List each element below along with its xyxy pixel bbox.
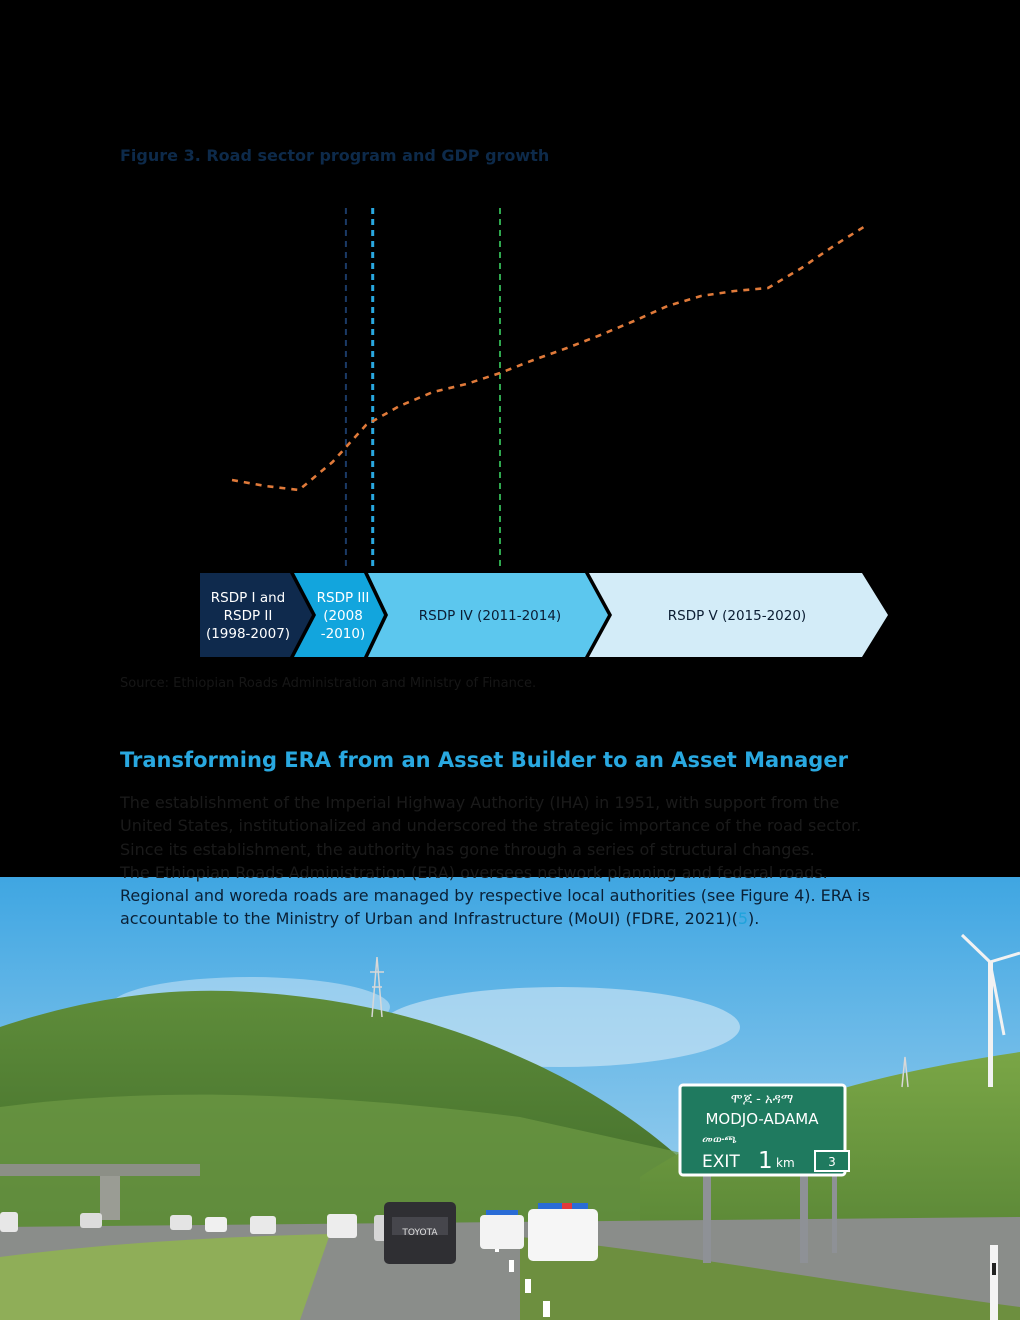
body-line: The Ethiopian Roads Administration (ERA) oversees network planning and federal roads. [120,862,828,882]
overpass-bridge [0,1164,200,1176]
program-markers [346,208,500,568]
reference-link[interactable]: 5 [737,909,749,929]
gdp-growth-line [232,224,869,490]
body-line-last [120,907,900,930]
figure-source: Source: Ethiopian Roads Administration and Ministry of Finance. [120,676,537,691]
body-line: The establishment of the Imperial Highway Authority (IHA) in 1951, with support from the [120,793,840,812]
phase-label: -2010) [320,626,366,642]
phase-label: RSDP III [316,590,370,606]
sign-exit-unit: km [776,1156,795,1170]
sign-exit-distance: 1 [758,1148,773,1174]
sign-exit-label: EXIT [702,1152,740,1172]
sign-amharic-destination: ሞጆ - አዳማ [730,1092,794,1107]
program-phases [200,573,888,657]
figure-title: Figure 3. Road sector program and GDP growth [120,146,550,165]
phase-label: (1998-2007) [205,626,291,642]
sign-exit-number: 3 [828,1155,836,1169]
roadside-posts [990,1245,998,1320]
phase-label: (2008 [323,608,363,624]
section-title: Transforming ERA from an Asset Builder to an Asset Manager [120,748,848,772]
body-line: Regional and woreda roads are managed by respective local authorities (see Figure 4). ERA is [120,886,871,906]
body-line: United States, institutionalized and underscored the strategic importance of the road sector. [120,816,862,836]
phase-label: RSDP I and [210,590,286,606]
phase-label: RSDP II [223,608,273,624]
phase-label: RSDP IV (2011-2014) [418,608,562,624]
sign-destination: MODJO-ADAMA [705,1110,819,1128]
body-line-text: accountable to the Ministry of Urban and Infrastructure (MoUI) (FDRE, 2021)( [120,909,738,929]
truck-brand-text: TOYOTA [402,1228,438,1238]
sign-amharic-exit: መውጫ [702,1132,737,1146]
highway-photo [0,877,1020,1320]
body-line: Since its establishment, the authority has gone through a series of structural changes. [120,839,815,859]
phase-label: RSDP V (2015-2020) [667,608,807,624]
section-body [120,791,900,931]
body-line-end: ). [748,909,760,929]
